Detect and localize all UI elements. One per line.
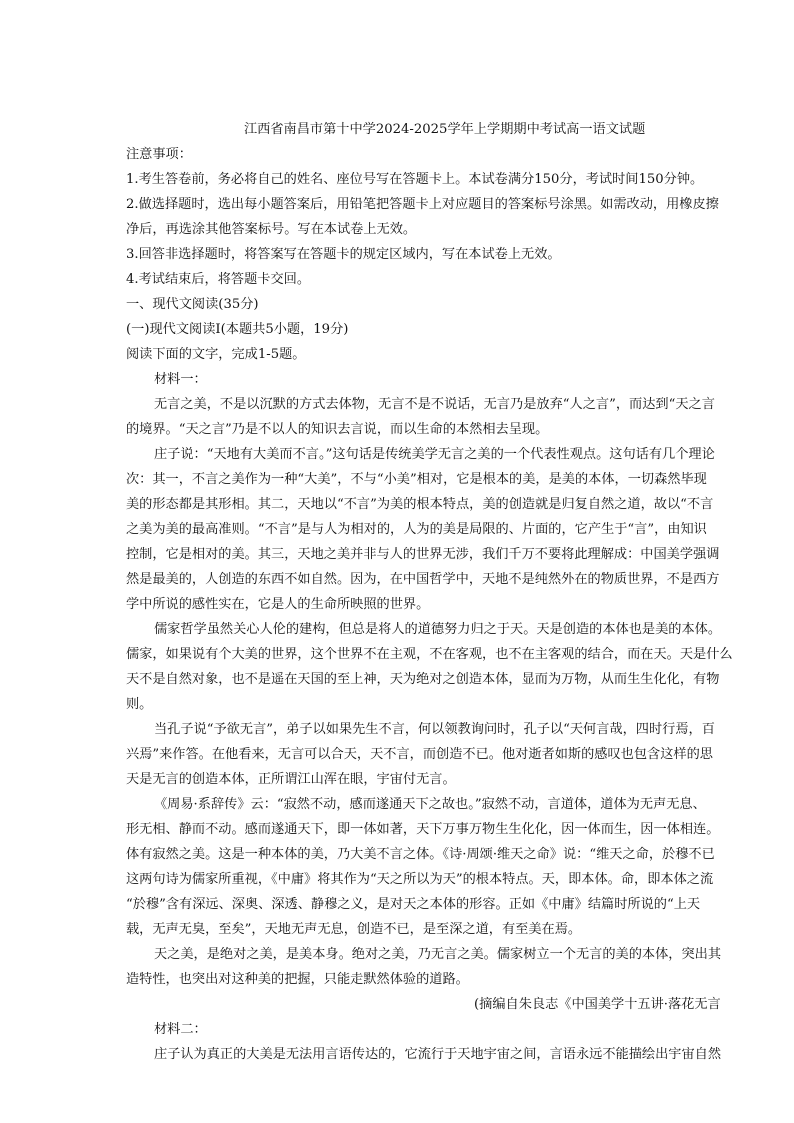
passage-line: “於穆”含有深远、深奥、深透、静穆之义，是对天之本体的形容。正如《中庸》结篇时所说的“上天 [126, 897, 701, 912]
passage-line: 然是最美的，人创造的东西不如自然。因为，在中国哲学中，天地不是纯然外在的物质世界，不是西方 [126, 572, 720, 587]
passage-line: 美的形态都是其形相。其二，天地以“不言”为美的根本特点，美的创造就是归复自然之道，故以“不言 [126, 497, 714, 512]
reading-instruction: 阅读下面的文字，完成1-5题。 [126, 347, 306, 362]
passage-line: 学中所说的感性实在，它是人的生命所映照的世界。 [126, 597, 430, 612]
passage-line: 体有寂然之美。这是一种本体的美，乃大美不言之体。《诗·周颂·维天之命》说：“维天之命，於穆不已 [126, 847, 715, 862]
section-heading: 一、现代文阅读(35分) [126, 297, 259, 312]
passage-line: 兴焉”来作答。在他看来，无言可以合天，天不言，而创造不已。他对逝者如斯的感叹也包含这样的思 [126, 747, 713, 762]
passage-line: 天之美，是绝对之美，是美本身。绝对之美，乃无言之美。儒家树立一个无言的美的本体，突出其 [154, 947, 722, 962]
passage-line: 庄子说：“天地有大美而不言。”这句话是传统美学无言之美的一个代表性观点。这句话有几个理论 [154, 447, 715, 462]
material-one-label: 材料一： [154, 372, 207, 387]
exam-title: 江西省南昌市第十中学2024-2025学年上学期期中考试高一语文试题 [244, 122, 646, 137]
passage-line: 当孔子说“予欲无言”，弟子以如果先生不言，何以领教询问时，孔子以“天何言哉，四时行焉，百 [154, 722, 715, 737]
material-two-label: 材料二： [154, 1022, 207, 1037]
passage-line: 这两句诗为儒家所重视，《中庸》将其作为“天之所以为天”的根本特点。天，即本体。命，即本体之流 [126, 872, 714, 887]
passage-line: 之美为美的最高准则。“不言”是与人为相对的，人为的美是局限的、片面的，它产生于“言”，由知识 [126, 522, 707, 537]
passage-line: 庄子认为真正的大美是无法用言语传达的，它流行于天地宇宙之间，言语永远不能描绘出宇宙自然 [154, 1047, 722, 1062]
subsection-heading: (一)现代文阅读Ⅰ(本题共5小题，19分) [126, 322, 349, 337]
passage-line: 的境界。“天之言”乃是不以人的知识去言说，而以生命的本然相去呈现。 [126, 422, 549, 437]
passage-line: 儒家哲学虽然关心人伦的建构，但总是将人的道德努力归之于天。天是创造的本体也是美的本体。 [154, 622, 722, 637]
passage-line: 儒家，如果说有个大美的世界，这个世界不在主观，不在客观，也不在主客观的结合，而在天。天是什么 [126, 647, 733, 662]
notice-line: 3.回答非选择题时，将答案写在答题卡的规定区域内，写在本试卷上无效。 [126, 247, 561, 262]
notice-heading: 注意事项： [126, 147, 192, 162]
notice-line: 净后，再选涂其他答案标号。写在本试卷上无效。 [126, 222, 417, 237]
passage-line: 造特性，也突出对这种美的把握，只能走默然体验的道路。 [126, 972, 469, 987]
notice-line: 2.做选择题时，选出每小题答案后，用铅笔把答题卡上对应题目的答案标号涂黑。如需改动，用橡皮擦 [126, 197, 719, 212]
material-one-source: (摘编自朱良志《中国美学十五讲·落花无言 [474, 997, 721, 1012]
passage-line: 次：其一，不言之美作为一种“大美”，不与“小美”相对，它是根本的美，是美的本体，一切森然毕现 [126, 472, 707, 487]
passage-line: 形无相、静而不动。感而遂通天下，即一体如著，天下万事万物生生化化，因一体而生，因一体相连。 [126, 822, 720, 837]
notice-line: 1.考生答卷前，务必将自己的姓名、座位号写在答题卡上。本试卷满分150分，考试时间150分钟。 [126, 172, 704, 187]
passage-line: 则。 [126, 697, 153, 712]
passage-line: 控制，它是相对的美。其三，天地之美并非与人的世界无涉，我们千万不要将此理解成：中国美学强调 [126, 547, 720, 562]
passage-line: 载，无声无臭，至矣”，天地无声无息，创造不已，是至深之道，有至美在焉。 [126, 922, 582, 937]
passage-line: 天不是自然对象，也不是遥在天国的至上神，天为绝对之创造本体，显而为万物，从而生生化化，有物 [126, 672, 720, 687]
passage-line: 《周易·系辞传》云：“寂然不动，感而遂通天下之故也。”寂然不动，言道体，道体为无声无息、 [154, 797, 706, 812]
passage-line: 无言之美，不是以沉默的方式去体物，无言不是不说话，无言乃是放弃“人之言”，而达到“天之言 [154, 397, 715, 412]
notice-line: 4.考试结束后，将答题卡交回。 [126, 272, 311, 287]
passage-line: 天是无言的创造本体，正所谓江山浑在眼，宇宙付无言。 [126, 772, 456, 787]
